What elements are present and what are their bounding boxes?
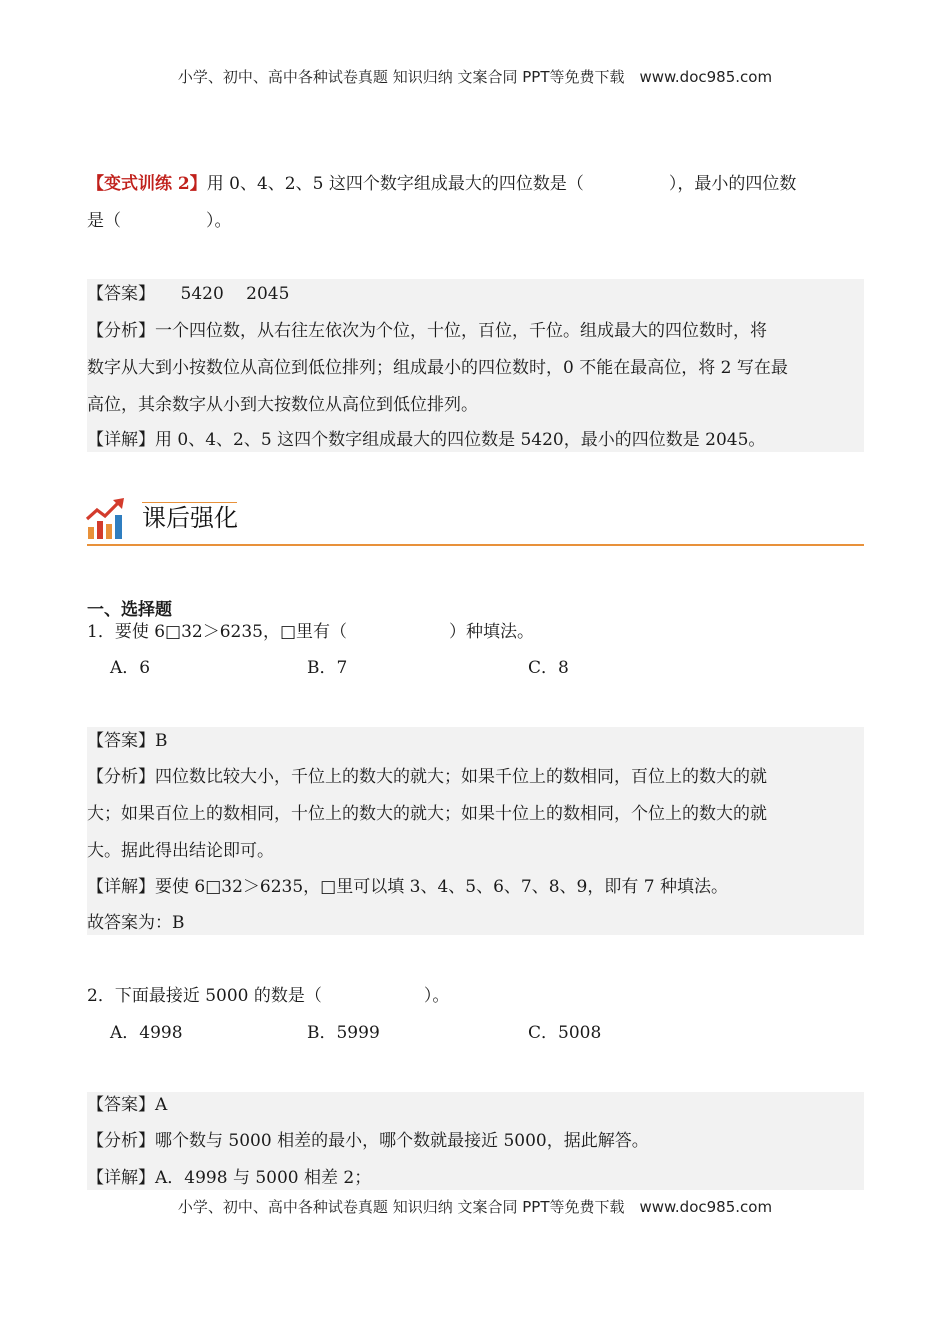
q1-analysis-line1: 【分析】四位数比较大小，千位上的数大的就大；如果千位上的数相同，百位上的数大的就 xyxy=(87,767,767,787)
q2-option-b: B．5999 xyxy=(307,1023,380,1043)
chart-trend-icon xyxy=(86,497,128,541)
section-divider xyxy=(87,544,864,546)
variant-answer: 【答案】 5420 2045 xyxy=(87,284,290,304)
page-header: 小学、初中、高中各种试卷真题 知识归纳 文案合同 PPT等免费下载 www.doc985.com xyxy=(177,68,773,86)
variant-analysis-line1: 【分析】一个四位数，从右往左依次为个位，十位，百位，千位。组成最大的四位数时，将 xyxy=(87,321,767,341)
variant-analysis-line3: 高位，其余数字从小到大按数位从高位到低位排列。 xyxy=(87,395,478,415)
q1-analysis-line2: 大；如果百位上的数相同，十位上的数大的就大；如果十位上的数相同，个位上的数大的就 xyxy=(87,804,767,824)
q1-option-c: C．8 xyxy=(528,658,569,678)
page-footer: 小学、初中、高中各种试卷真题 知识归纳 文案合同 PPT等免费下载 www.doc985.com xyxy=(177,1198,773,1216)
q1-stem: 1．要使 6□32＞6235，□里有（ ）种填法。 xyxy=(87,622,535,642)
section-title: 课后强化 xyxy=(142,504,238,532)
q2-answer: 【答案】A xyxy=(87,1095,168,1115)
q1-answer: 【答案】B xyxy=(87,731,168,751)
variant-question-line2: 是（ ）。 xyxy=(87,211,232,231)
q2-detail: 【详解】A．4998 与 5000 相差 2； xyxy=(87,1168,372,1188)
variant-question-line1 xyxy=(87,166,867,203)
q1-answer-box xyxy=(87,727,864,935)
q2-stem: 2．下面最接近 5000 的数是（ ）。 xyxy=(87,986,450,1006)
part-heading: 一、选择题 xyxy=(87,600,172,620)
q2-option-a: A．4998 xyxy=(110,1023,183,1043)
q2-option-c: C．5008 xyxy=(528,1023,602,1043)
q1-conclusion: 故答案为：B xyxy=(87,913,185,933)
variant-answer-box xyxy=(87,279,864,452)
q1-option-b: B．7 xyxy=(307,658,348,678)
q1-option-a: A．6 xyxy=(110,658,151,678)
q2-answer-box xyxy=(87,1092,864,1190)
variant-analysis-line2: 数字从大到小按数位从高位到低位排列；组成最小的四位数时，0 不能在最高位，将 2 写在最 xyxy=(87,358,788,378)
q1-detail: 【详解】要使 6□32＞6235，□里可以填 3、4、5、6、7、8、9，即有 7 种填法。 xyxy=(87,877,728,897)
variant-question-text: 用 0、4、2、5 这四个数字组成最大的四位数是（ ），最小的四位数 xyxy=(206,174,797,194)
variant-detail: 【详解】用 0、4、2、5 这四个数字组成最大的四位数是 5420，最小的四位数是 2045。 xyxy=(87,430,766,450)
q1-analysis-line3: 大。据此得出结论即可。 xyxy=(87,841,274,861)
variant-tag: 【变式训练 2】 xyxy=(87,174,207,194)
q2-analysis: 【分析】哪个数与 5000 相差的最小，哪个数就最接近 5000，据此解答。 xyxy=(87,1131,649,1151)
